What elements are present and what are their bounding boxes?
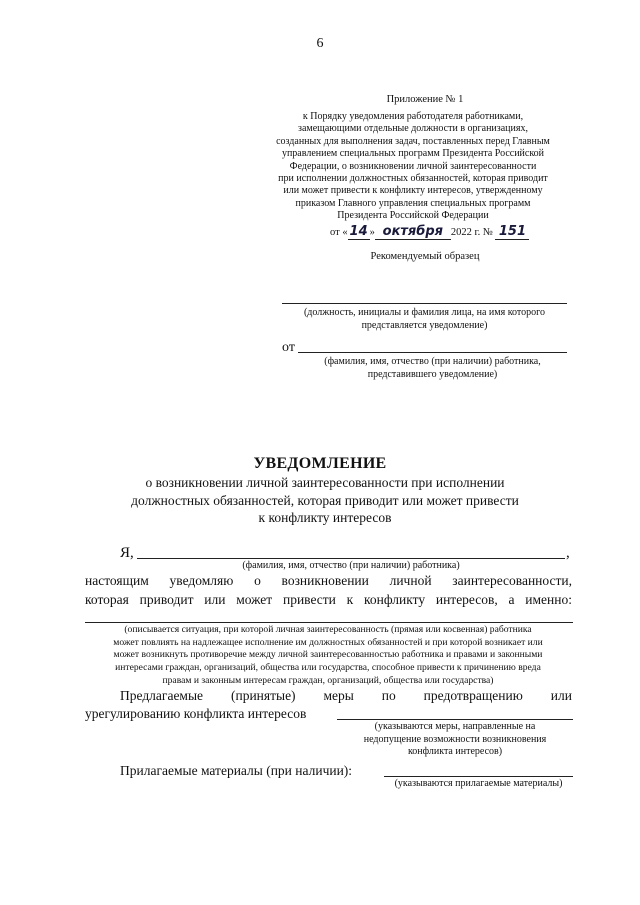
- measures-line-1: Предлагаемые (принятые) меры по предотвращению или: [120, 688, 572, 703]
- measures-line-2: урегулированию конфликта интересов: [85, 706, 307, 721]
- employee-name-line[interactable]: [137, 558, 565, 559]
- addressee-caption: (должность, инициалы и фамилия лица, на имя которого представляется уведомление): [303, 307, 546, 331]
- attachments-label: Прилагаемые материалы (при наличии):: [120, 763, 353, 778]
- from-caption: (фамилия, имя, отчество (при наличии) работника, представившего уведомление): [324, 356, 541, 380]
- addressee-line[interactable]: [282, 303, 567, 304]
- order-month: октября: [375, 224, 451, 240]
- recommended-sample-label: Рекомендуемый образец: [370, 251, 480, 262]
- from-line[interactable]: [298, 352, 567, 353]
- notice-body: настоящим уведомляю о возникновении личной заинтересованности, которая приводит или может привести к конфликту интересов, а именно:: [85, 573, 572, 607]
- appendix-body: к Порядку уведомления работодателя работниками, замещающими отдельные должности в организациях, созданных для выполнения задач, поставленных перед Главным управлением специальных программ Президента Российской Федерации, о возникновении личной заинтересованности при исполнении должностных обязанностей, которая приводит или может привести к конфликту интересов, утвержденному приказом Главного управления специальных программ Президента Российской Федерации: [276, 111, 550, 222]
- notice-title: УВЕДОМЛЕНИЕ: [253, 455, 387, 472]
- order-date-number: от « 14 » октября 2022 г. № 151: [330, 224, 529, 240]
- situation-line[interactable]: [85, 622, 573, 623]
- from-label: от: [282, 340, 295, 355]
- page-number: 6: [316, 36, 324, 51]
- order-number: 151: [495, 224, 529, 240]
- attachments-caption: (указываются прилагаемые материалы): [394, 778, 563, 789]
- measures-caption: (указываются меры, направленные на недопущение возможности возникновения конфликта интересов): [363, 721, 547, 757]
- order-day: 14: [349, 224, 368, 239]
- notice-subtitle: о возникновении личной заинтересованности при исполнении должностных обязанностей, которая приводит или может привести к конфликту интересов: [131, 475, 519, 526]
- situation-caption: (описывается ситуация, при которой личная заинтересованность (прямая или косвенная) работника может повлиять на надлежащее исполнение им должностных обязанностей и при которой возникает или может возникнуть противоречие между личной заинтересованностью работника и правами и законными интересами граждан, организаций, общества или государства, способное привести к причинению вреда правам и законным интересам граждан, организаций, общества или государства): [113, 624, 543, 686]
- attachments-line[interactable]: [384, 776, 573, 777]
- employee-caption: (фамилия, имя, отчество (при наличии) работника): [242, 560, 460, 571]
- measures-line[interactable]: [337, 719, 573, 720]
- comma: ,: [566, 545, 570, 561]
- appendix-title: Приложение № 1: [386, 94, 464, 105]
- i-label: Я,: [120, 545, 134, 561]
